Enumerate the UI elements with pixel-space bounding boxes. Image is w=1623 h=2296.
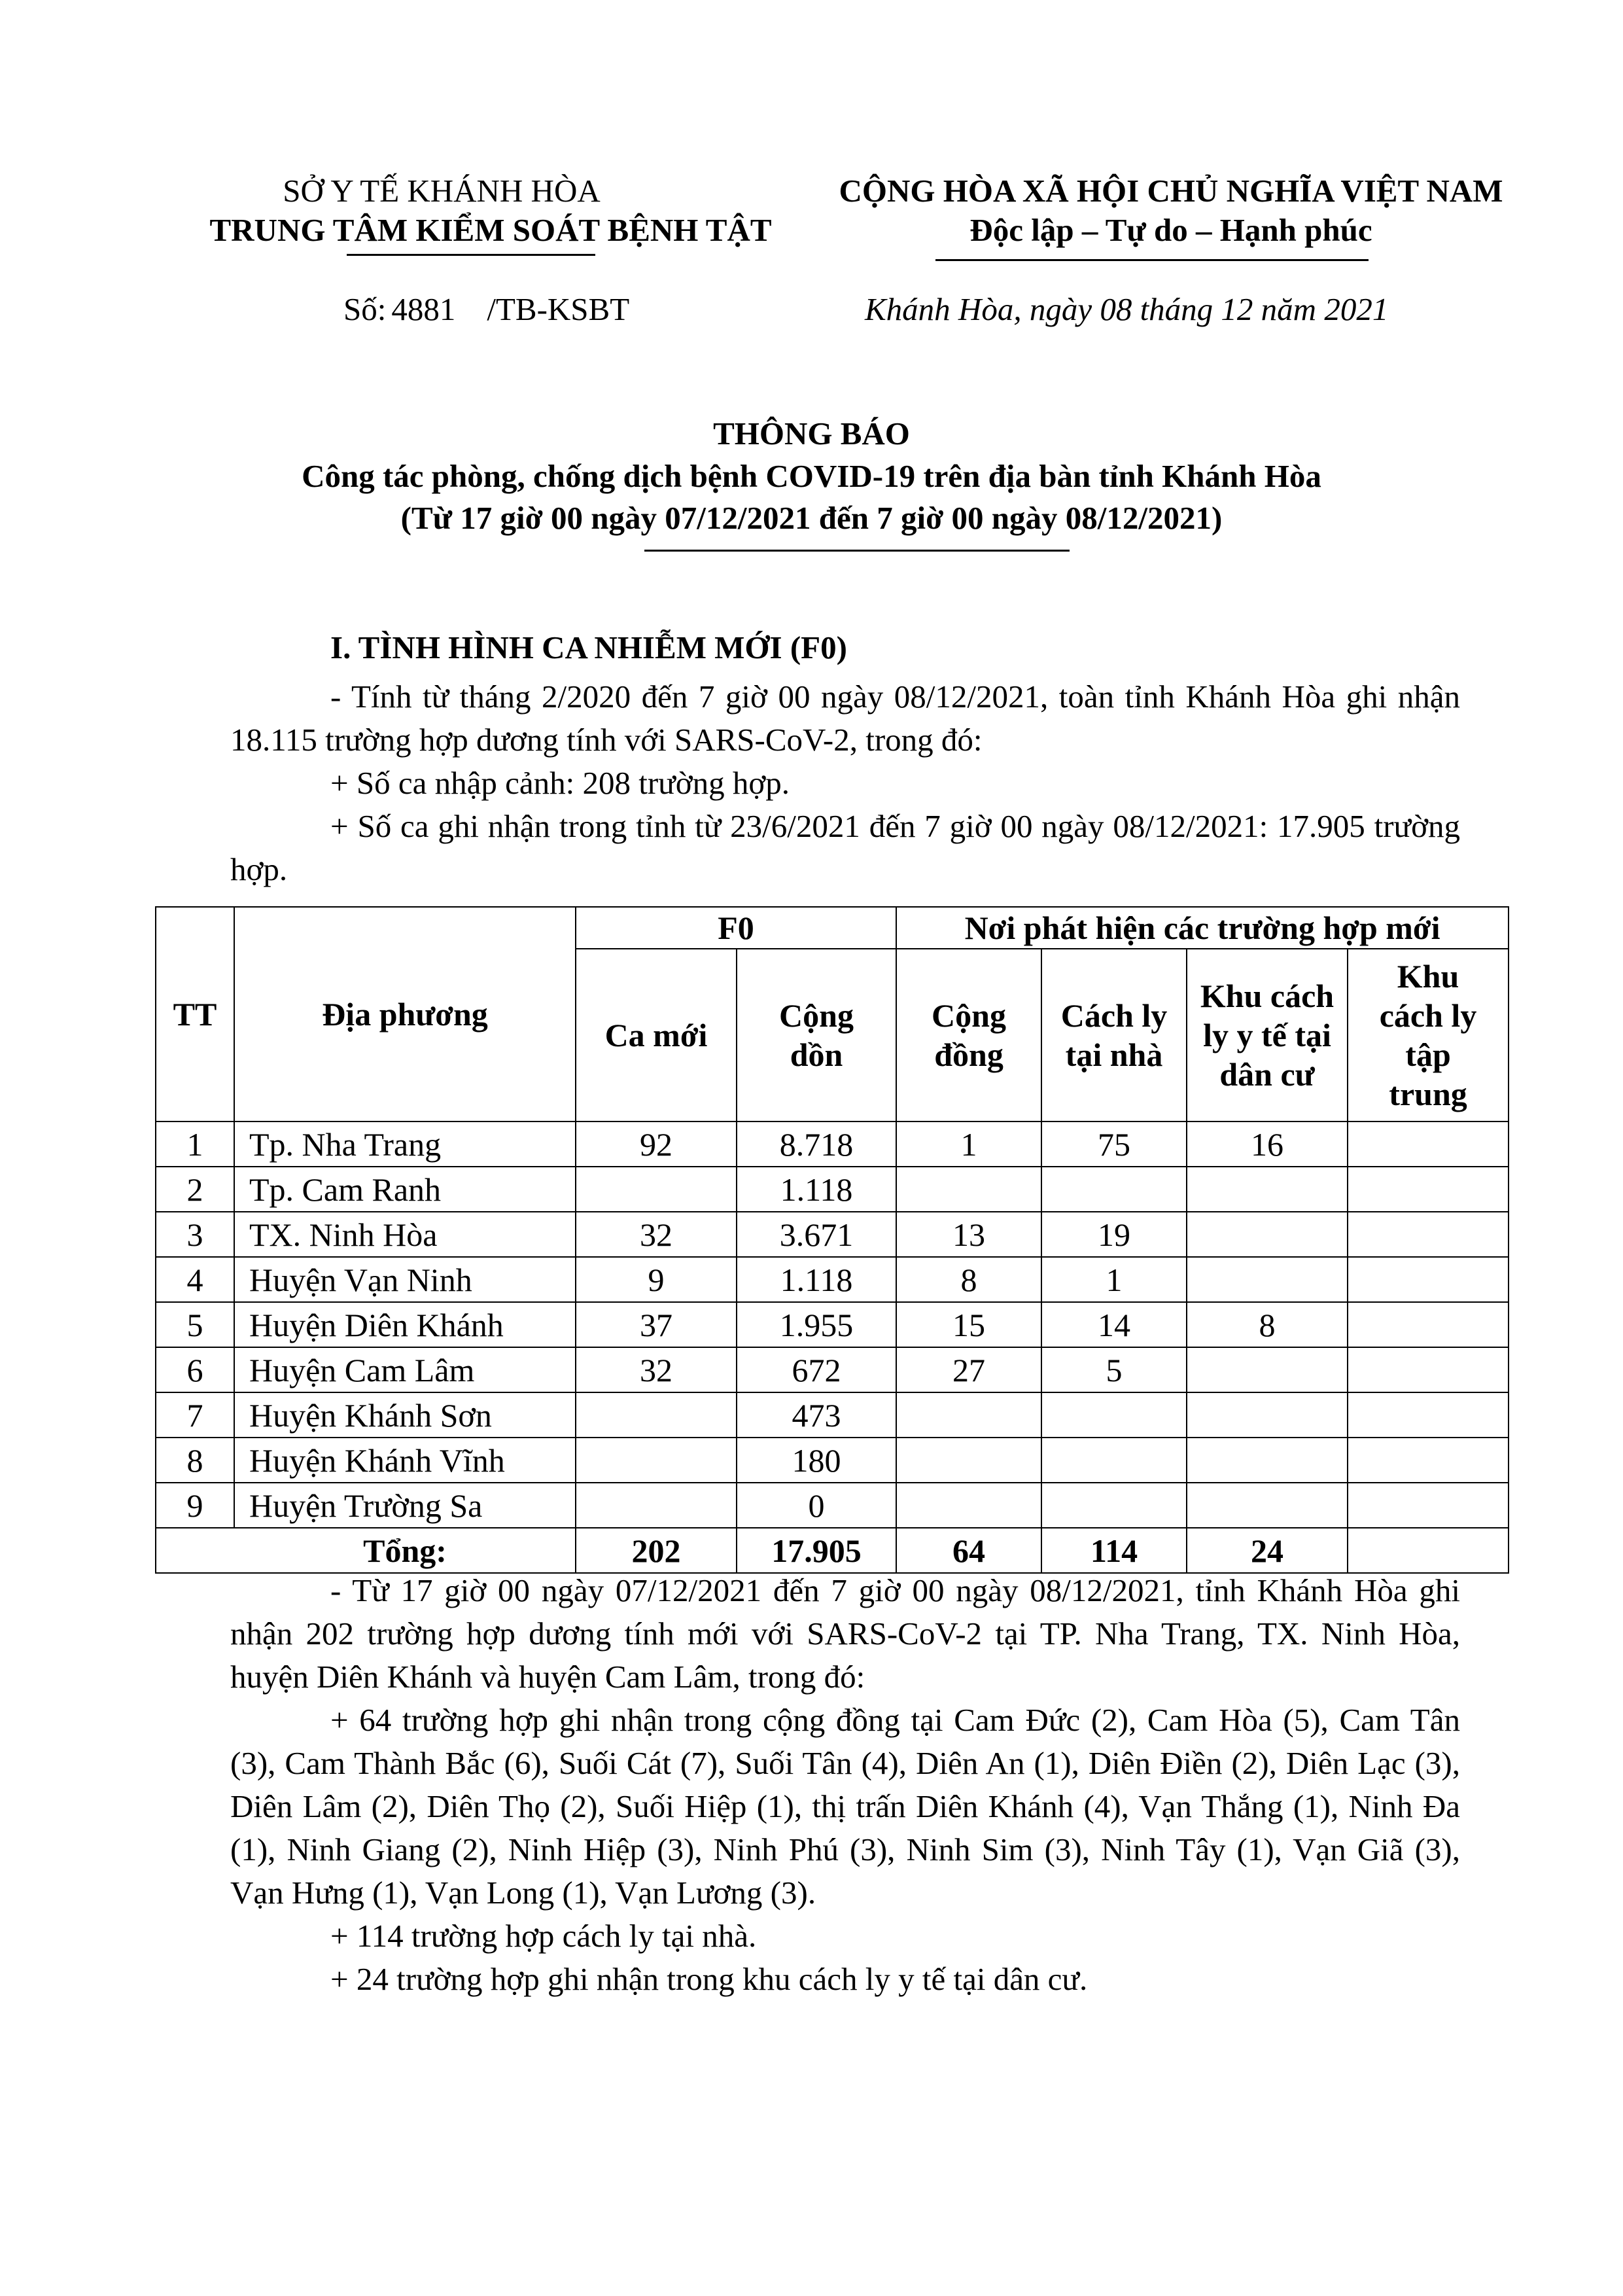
local-cases-bullet: + Số ca ghi nhận trong tỉnh từ 23/6/2021 đến 7 giờ 00 ngày 08/12/2021: 17.905 trường hợp. (230, 808, 1460, 887)
cell-new-cases: 32 (576, 1212, 737, 1257)
table-row (156, 1347, 1509, 1392)
header-new-cases: Ca mới (576, 949, 737, 1122)
total-new-cases: 202 (576, 1528, 737, 1573)
cell-residential-isolation (1187, 1167, 1348, 1212)
cell-locality: Huyện Khánh Vĩnh (234, 1438, 576, 1483)
cell-community: 8 (896, 1257, 1041, 1302)
header-community: Cộng đồng (896, 949, 1041, 1122)
agency-name: TRUNG TÂM KIỂM SOÁT BỆNH TẬT (209, 212, 772, 248)
agency-parent: SỞ Y TẾ KHÁNH HÒA (283, 173, 601, 209)
cell-cumulative: 180 (737, 1438, 896, 1483)
cell-tt: 8 (156, 1438, 234, 1483)
section-intro (230, 675, 1460, 891)
cell-locality: Huyện Cam Lâm (234, 1347, 576, 1392)
home-isolation-bullet: + 114 trường hợp cách ly tại nhà. (330, 1918, 757, 1954)
cell-cumulative: 3.671 (737, 1212, 896, 1257)
agency-underline (347, 254, 595, 256)
cell-residential-isolation (1187, 1257, 1348, 1302)
cell-tt: 2 (156, 1167, 234, 1212)
cell-cumulative: 473 (737, 1392, 896, 1438)
cell-home-isolation (1041, 1167, 1187, 1212)
cell-home-isolation (1041, 1483, 1187, 1528)
total-residential-isolation: 24 (1187, 1528, 1348, 1573)
section-heading: I. TÌNH HÌNH CA NHIỄM MỚI (F0) (330, 629, 847, 665)
cell-home-isolation: 1 (1041, 1257, 1187, 1302)
doc-number-prefix: Số: (343, 291, 387, 327)
cell-locality: Huyện Vạn Ninh (234, 1257, 576, 1302)
residential-isolation-bullet: + 24 trường hợp ghi nhận trong khu cách ly y tế tại dân cư. (330, 1961, 1088, 1997)
cell-cumulative: 1.118 (737, 1167, 896, 1212)
cases-table (155, 906, 1509, 1574)
total-cumulative: 17.905 (737, 1528, 896, 1573)
cell-centralized-isolation (1348, 1212, 1509, 1257)
header-detection-place: Nơi phát hiện các trường hợp mới (896, 907, 1509, 949)
table-row (156, 1257, 1509, 1302)
cell-new-cases: 9 (576, 1257, 737, 1302)
cell-locality: Tp. Nha Trang (234, 1122, 576, 1167)
table-row (156, 1392, 1509, 1438)
cell-community (896, 1438, 1041, 1483)
cell-community: 1 (896, 1122, 1041, 1167)
notice-period: (Từ 17 giờ 00 ngày 07/12/2021 đến 7 giờ 00 ngày 08/12/2021) (400, 500, 1223, 536)
cell-new-cases (576, 1483, 737, 1528)
cell-residential-isolation: 16 (1187, 1122, 1348, 1167)
cell-home-isolation: 19 (1041, 1212, 1187, 1257)
intro-paragraph: - Tính từ tháng 2/2020 đến 7 giờ 00 ngày 08/12/2021, toàn tỉnh Khánh Hòa ghi nhận 18.115 trường hợp dương tính với SARS-CoV-2, trong đó: (230, 679, 1460, 758)
cell-new-cases: 37 (576, 1302, 737, 1347)
title-underline (644, 550, 1070, 552)
cell-community (896, 1167, 1041, 1212)
section-summary (230, 1569, 1460, 2001)
header-tt: TT (156, 907, 234, 1122)
cell-locality: TX. Ninh Hòa (234, 1212, 576, 1257)
cell-tt: 5 (156, 1302, 234, 1347)
table-total-row (156, 1528, 1509, 1573)
cell-home-isolation: 14 (1041, 1302, 1187, 1347)
cell-community (896, 1483, 1041, 1528)
table-row (156, 1302, 1509, 1347)
total-centralized-isolation (1348, 1528, 1509, 1573)
country-name: CỘNG HÒA XÃ HỘI CHỦ NGHĨA VIỆT NAM (839, 173, 1503, 209)
cell-community: 13 (896, 1212, 1041, 1257)
cell-cumulative: 0 (737, 1483, 896, 1528)
cell-residential-isolation (1187, 1483, 1348, 1528)
doc-number-suffix: /TB-KSBT (487, 291, 630, 327)
table-row (156, 1167, 1509, 1212)
table-row (156, 1122, 1509, 1167)
cell-tt: 1 (156, 1122, 234, 1167)
cell-residential-isolation (1187, 1392, 1348, 1438)
total-spacer (156, 1528, 234, 1573)
total-home-isolation: 114 (1041, 1528, 1187, 1573)
cell-locality: Tp. Cam Ranh (234, 1167, 576, 1212)
cell-centralized-isolation (1348, 1257, 1509, 1302)
notice-subject: Công tác phòng, chống dịch bệnh COVID-19 trên địa bàn tỉnh Khánh Hòa (302, 458, 1321, 494)
cell-home-isolation (1041, 1438, 1187, 1483)
place-date: Khánh Hòa, ngày 08 tháng 12 năm 2021 (865, 291, 1389, 327)
cell-community: 27 (896, 1347, 1041, 1392)
cell-cumulative: 8.718 (737, 1122, 896, 1167)
header-locality: Địa phương (234, 907, 576, 1122)
cell-new-cases (576, 1167, 737, 1212)
import-cases-bullet: + Số ca nhập cảnh: 208 trường hợp. (330, 765, 790, 801)
cell-centralized-isolation (1348, 1302, 1509, 1347)
document-number (343, 290, 629, 329)
cell-cumulative: 1.955 (737, 1302, 896, 1347)
cell-residential-isolation: 8 (1187, 1302, 1348, 1347)
table-row (156, 1483, 1509, 1528)
cell-home-isolation (1041, 1392, 1187, 1438)
cell-tt: 9 (156, 1483, 234, 1528)
notice-title: THÔNG BÁO (713, 415, 910, 451)
header-cumulative: Cộng dồn (737, 949, 896, 1122)
cell-new-cases (576, 1392, 737, 1438)
total-community: 64 (896, 1528, 1041, 1573)
header-centralized-isolation: Khu cách ly tập trung (1348, 949, 1509, 1122)
table-row (156, 1212, 1509, 1257)
cell-centralized-isolation (1348, 1392, 1509, 1438)
cell-cumulative: 672 (737, 1347, 896, 1392)
motto-underline (935, 259, 1369, 261)
cell-community (896, 1392, 1041, 1438)
cell-new-cases: 92 (576, 1122, 737, 1167)
header-residential-isolation: Khu cách ly y tế tại dân cư (1187, 949, 1348, 1122)
cell-locality: Huyện Diên Khánh (234, 1302, 576, 1347)
doc-number-value: 4881 (391, 291, 456, 327)
cell-tt: 4 (156, 1257, 234, 1302)
community-bullet: + 64 trường hợp ghi nhận trong cộng đồng tại Cam Đức (2), Cam Hòa (5), Cam Tân (3), Cam Thành Bắc (6), Suối Cát (7), Suối Tân (4), Diên An (1), Diên Điền (2), Diên Lạc (3), Diên Lâm (2), Diên Thọ (2), Suối Hiệp (1), thị trấn Diên Khánh (4), Vạn Thắng (1), Ninh Đa (1), Ninh Giang (2), Ninh Hiệp (3), Ninh Phú (3), Ninh Sim (3), Ninh Tây (1), Vạn Giã (3), Vạn Hưng (1), Vạn Long (1), Vạn Lương (3). (230, 1702, 1460, 1911)
cell-community: 15 (896, 1302, 1041, 1347)
cell-new-cases (576, 1438, 737, 1483)
table-row (156, 1438, 1509, 1483)
cell-residential-isolation (1187, 1212, 1348, 1257)
cell-cumulative: 1.118 (737, 1257, 896, 1302)
cell-centralized-isolation (1348, 1347, 1509, 1392)
header-home-isolation: Cách ly tại nhà (1041, 949, 1187, 1122)
cell-home-isolation: 75 (1041, 1122, 1187, 1167)
cell-home-isolation: 5 (1041, 1347, 1187, 1392)
cell-residential-isolation (1187, 1438, 1348, 1483)
national-motto: Độc lập – Tự do – Hạnh phúc (969, 212, 1372, 248)
cell-tt: 6 (156, 1347, 234, 1392)
cell-residential-isolation (1187, 1347, 1348, 1392)
cell-locality: Huyện Khánh Sơn (234, 1392, 576, 1438)
header-f0: F0 (576, 907, 896, 949)
cell-new-cases: 32 (576, 1347, 737, 1392)
total-label: Tổng: (234, 1528, 576, 1573)
cell-locality: Huyện Trường Sa (234, 1483, 576, 1528)
cell-centralized-isolation (1348, 1122, 1509, 1167)
cell-centralized-isolation (1348, 1167, 1509, 1212)
cell-tt: 7 (156, 1392, 234, 1438)
cell-centralized-isolation (1348, 1438, 1509, 1483)
cell-tt: 3 (156, 1212, 234, 1257)
cell-centralized-isolation (1348, 1483, 1509, 1528)
summary-paragraph: - Từ 17 giờ 00 ngày 07/12/2021 đến 7 giờ 00 ngày 08/12/2021, tỉnh Khánh Hòa ghi nhận 202 trường hợp dương tính mới với SARS-CoV-2 tại TP. Nha Trang, TX. Ninh Hòa, huyện Diên Khánh và huyện Cam Lâm, trong đó: (230, 1572, 1460, 1695)
